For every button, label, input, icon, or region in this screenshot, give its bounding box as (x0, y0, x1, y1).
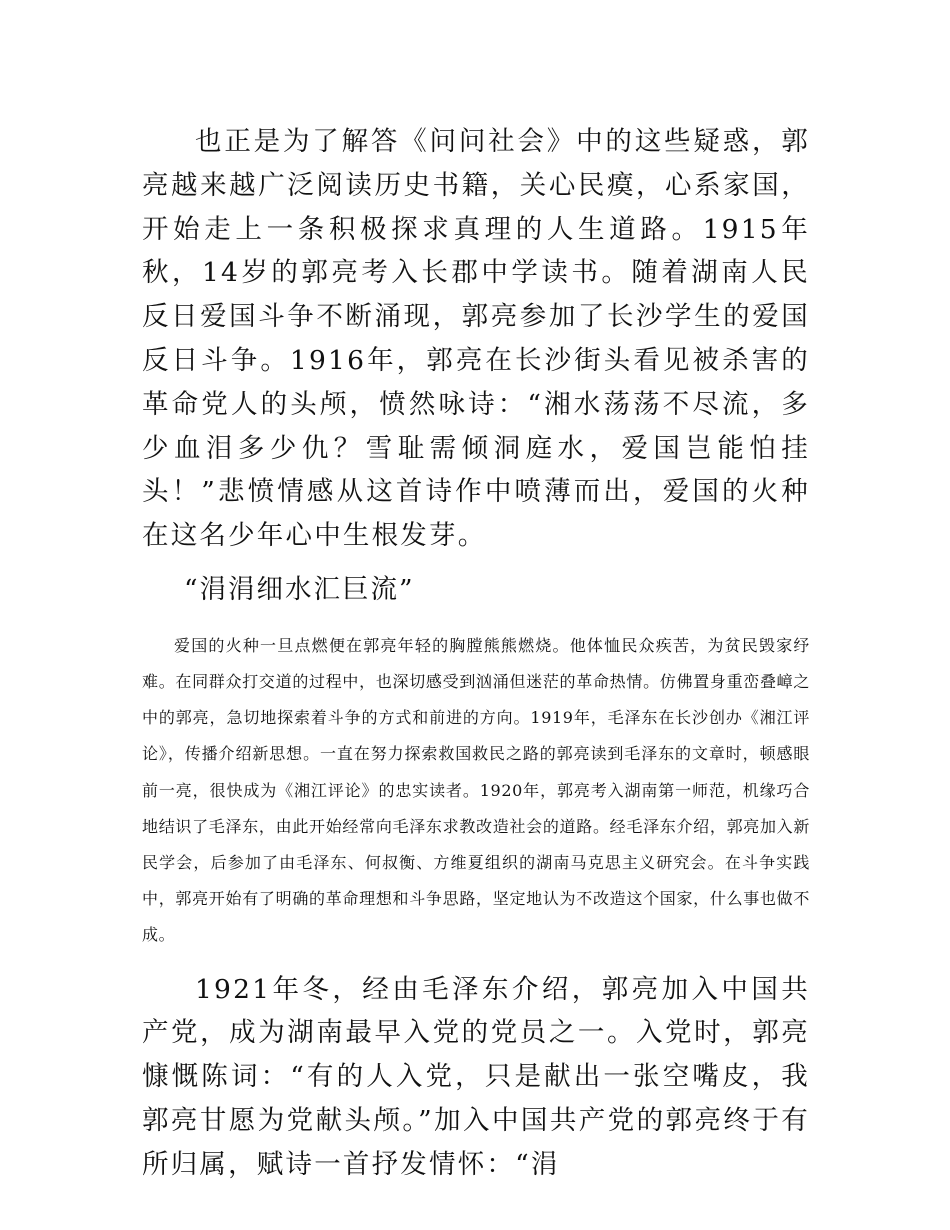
section-heading: “涓涓细水汇巨流” (184, 573, 415, 605)
paragraph-3: 1921年冬，经由毛泽东介绍，郭亮加入中国共产党，成为湖南最早入党的党员之一。入党时，郭亮慷慨陈词：“有的人入党，只是献出一张空嘴皮，我郭亮甘愿为党献头颅。”加入中国共产党的郭亮终于有所归属，赋诗一首抒发情怀：“涓 (142, 973, 810, 1180)
paragraph-1: 也正是为了解答《问问社会》中的这些疑惑，郭亮越来越广泛阅读历史书籍，关心民瘼，心系家国，开始走上一条积极探求真理的人生道路。1915年秋，14岁的郭亮考入长郡中学读书。随着湖南人民反日爱国斗争不断涌现，郭亮参加了长沙学生的爱国反日斗争。1916年，郭亮在长沙街头看见被杀害的革命党人的头颅，愤然咏诗：“湘水荡荡不尽流，多少血泪多少仇？雪耻需倾洞庭水，爱国岂能怕挂头！”悲愤情感从这首诗作中喷薄而出，爱国的火种在这名少年心中生根发芽。 (142, 126, 810, 552)
paragraph-2: 爱国的火种一旦点燃便在郭亮年轻的胸膛熊熊燃烧。他体恤民众疾苦，为贫民毁家纾难。在同群众打交道的过程中，也深切感受到汹涌但迷茫的革命热情。仿佛置身重峦叠嶂之中的郭亮，急切地探索着斗争的方式和前进的方向。1919年，毛泽东在长沙创办《湘江评论》，传播介绍新思想。一直在努力探索救国救民之路的郭亮读到毛泽东的文章时，顿感眼前一亮，很快成为《湘江评论》的忠实读者。1920年，郭亮考入湖南第一师范，机缘巧合地结识了毛泽东，由此开始经常向毛泽东求教改造社会的道路。经毛泽东介绍，郭亮加入新民学会，后参加了由毛泽东、何叔衡、方维夏组织的湖南马克思主义研究会。在斗争实践中，郭亮开始有了明确的革命理想和斗争思路，坚定地认为不改造这个国家，什么事也做不成。 (142, 635, 810, 945)
document-page (142, 120, 810, 1187)
